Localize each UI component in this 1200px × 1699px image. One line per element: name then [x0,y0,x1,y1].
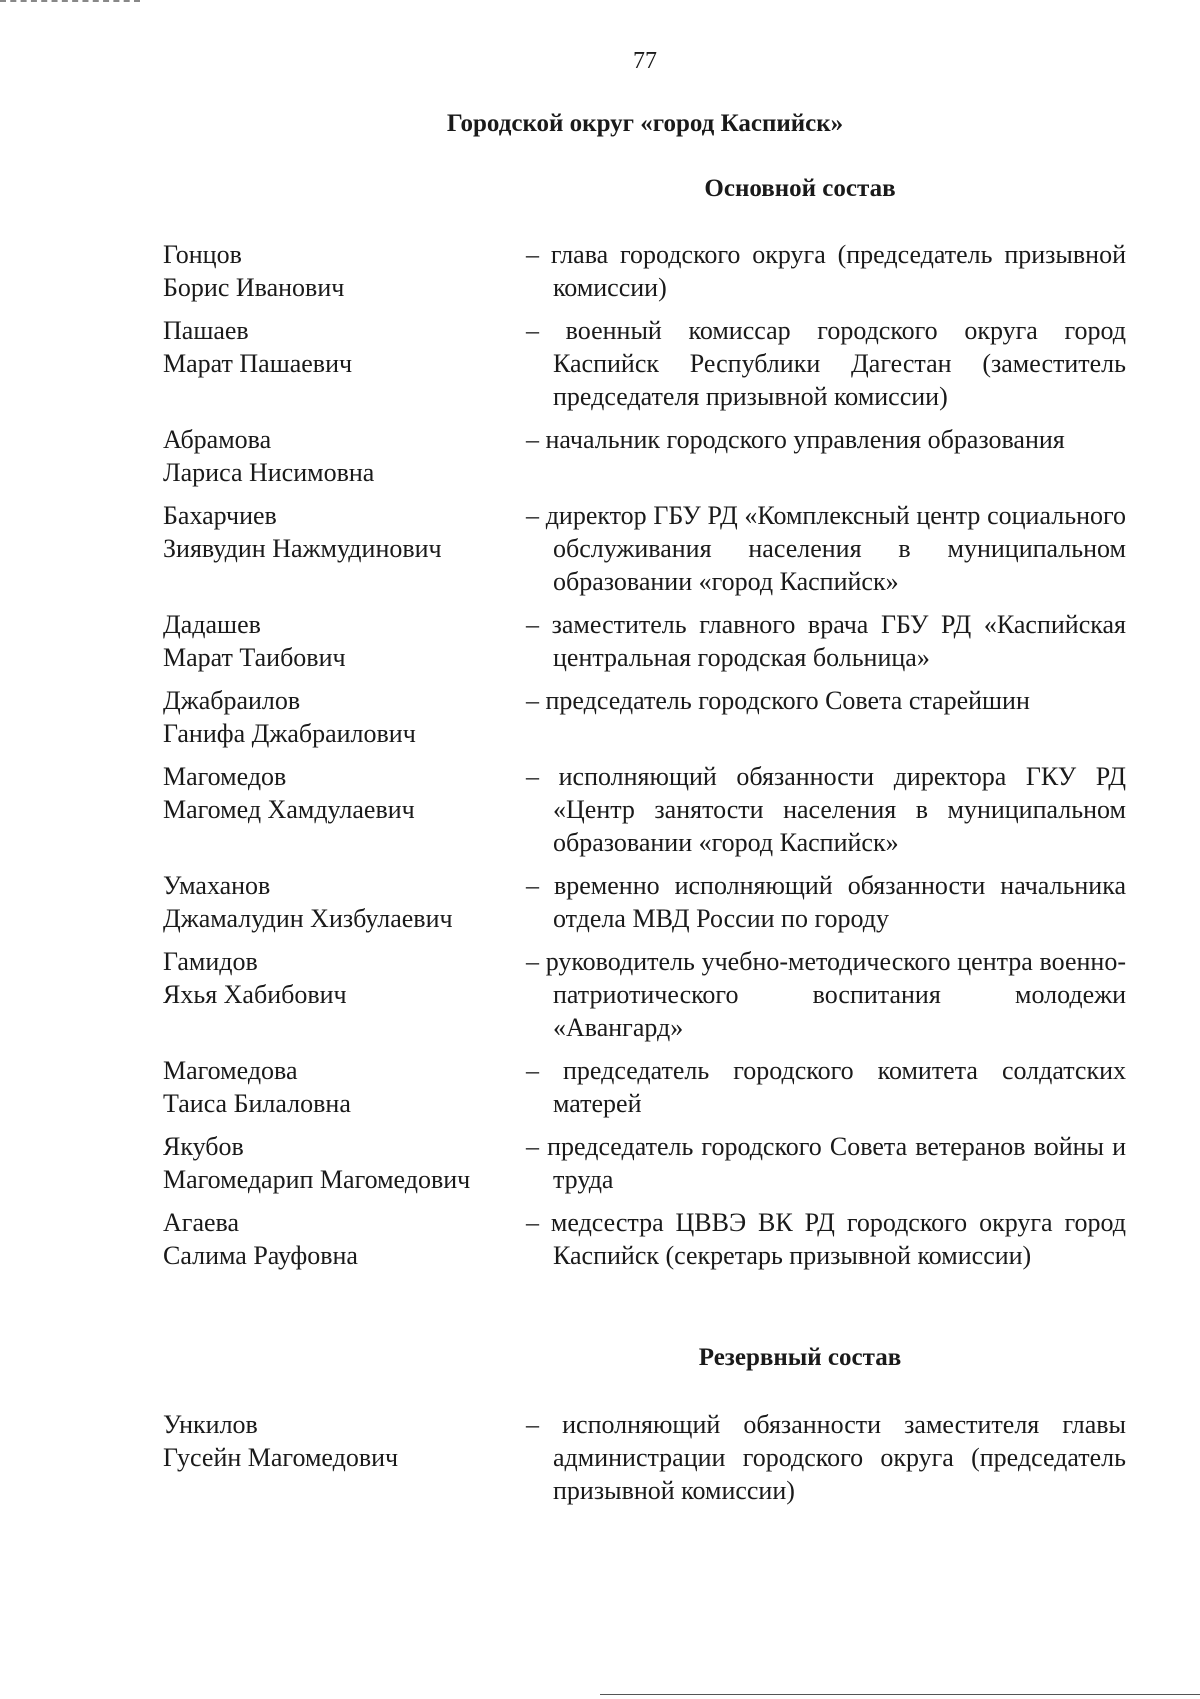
member-given-name: Магомед Хамдулаевич [163,795,415,824]
member-name [163,869,526,935]
member-given-name: Джамалудин Хизбулаевич [163,904,453,933]
member-surname: Магомедова [163,1056,298,1085]
page-title: Городской округ «город Каспийск» [446,110,844,137]
member-role: – глава городского округа (председатель призывной комиссии) [526,238,1126,304]
member-row [163,314,1126,413]
member-role: – военный комиссар городского округа город Каспийск Республики Дагестан (заместитель председателя призывной комиссии) [526,314,1126,413]
member-name [163,1130,526,1196]
member-given-name: Борис Иванович [163,273,345,302]
member-role: – исполняющий обязанности директора ГКУ РД «Центр занятости населения в муниципальном образовании «город Каспийск» [526,760,1126,859]
reserve-members-list [163,1408,1126,1507]
member-role: – исполняющий обязанности заместителя главы администрации городского округа (председатель призывной комиссии) [526,1408,1126,1507]
member-given-name: Ганифа Джабраилович [163,719,416,748]
member-name [163,1206,526,1272]
member-row [163,760,1126,859]
member-name [163,760,526,859]
member-role: – временно исполняющий обязанности начальника отдела МВД России по городу [526,869,1126,935]
member-row [163,1408,1126,1507]
main-members-list [163,238,1126,1272]
member-row [163,945,1126,1044]
section-heading-reserve: Резервный состав [698,1344,902,1371]
member-row [163,1206,1126,1272]
member-row [163,684,1126,750]
member-surname: Гамидов [163,947,258,976]
member-surname: Умаханов [163,871,271,900]
member-given-name: Магомедарип Магомедович [163,1165,471,1194]
member-role: – директор ГБУ РД «Комплексный центр социального обслуживания населения в муниципальном образовании «город Каспийск» [526,499,1126,598]
member-role: – руководитель учебно-методического центра военно-патриотического воспитания молодежи «Авангард» [526,945,1126,1044]
member-role: – заместитель главного врача ГБУ РД «Каспийская центральная городская больница» [526,608,1126,674]
member-surname: Агаева [163,1208,239,1237]
member-surname: Гонцов [163,240,242,269]
member-surname: Абрамова [163,425,272,454]
member-role: – председатель городского Совета ветеранов войны и труда [526,1130,1126,1196]
page-number: 77 [633,48,657,74]
member-name [163,945,526,1044]
member-surname: Дадашев [163,610,261,639]
member-role: – медсестра ЦВВЭ ВК РД городского округа город Каспийск (секретарь призывной комиссии) [526,1206,1126,1272]
member-name [163,423,526,489]
member-given-name: Зиявудин Нажмудинович [163,534,442,563]
member-role: – начальник городского управления образования [526,423,1126,489]
member-surname: Пашаев [163,316,249,345]
member-surname: Магомедов [163,762,287,791]
member-given-name: Марат Таибович [163,643,346,672]
member-name [163,499,526,598]
member-name [163,684,526,750]
member-row [163,1130,1126,1196]
member-name [163,238,526,304]
member-given-name: Яхья Хабибович [163,980,347,1009]
member-given-name: Гусейн Магомедович [163,1443,399,1472]
member-row [163,1054,1126,1120]
member-surname: Якубов [163,1132,244,1161]
member-role: – председатель городского комитета солдатских матерей [526,1054,1126,1120]
member-surname: Джабраилов [163,686,301,715]
member-row [163,608,1126,674]
member-row [163,238,1126,304]
member-row [163,423,1126,489]
member-given-name: Салима Рауфовна [163,1241,358,1270]
member-name [163,1408,526,1507]
scan-edge-mark [0,0,140,5]
member-row [163,499,1126,598]
member-surname: Ункилов [163,1410,258,1439]
member-name [163,1054,526,1120]
member-row [163,869,1126,935]
member-name [163,608,526,674]
member-name [163,314,526,413]
section-heading-main: Основной состав [704,175,896,202]
member-given-name: Таиса Билаловна [163,1089,351,1118]
member-given-name: Марат Пашаевич [163,349,353,378]
member-surname: Бахарчиев [163,501,277,530]
member-given-name: Лариса Нисимовна [163,458,375,487]
member-role: – председатель городского Совета старейшин [526,684,1126,750]
scan-edge-line [600,1694,1200,1695]
